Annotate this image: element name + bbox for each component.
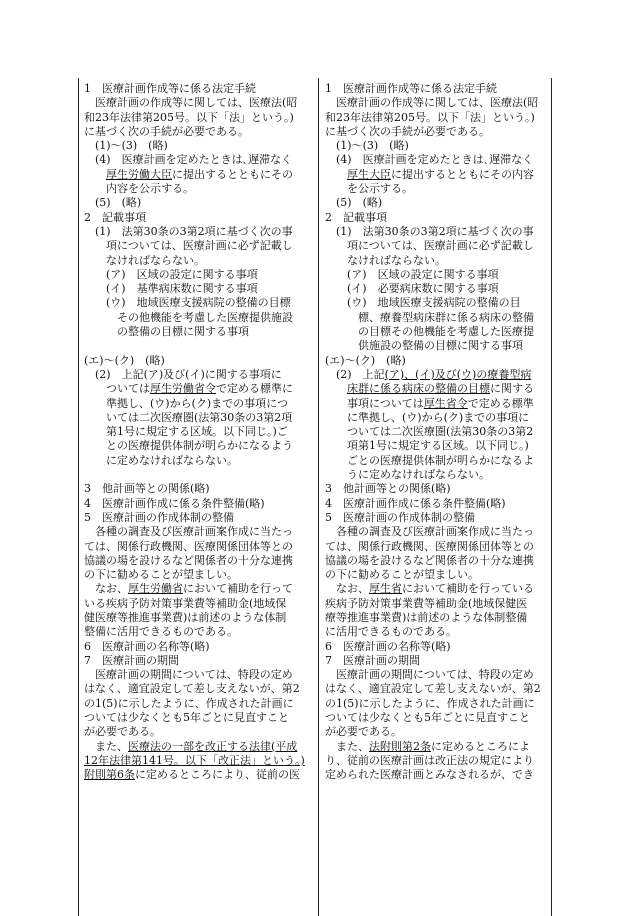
current-line	[325, 354, 551, 368]
current-line	[325, 182, 551, 196]
line-text: に活用できるものである。	[325, 625, 457, 639]
revised-line	[84, 425, 310, 439]
line-text: に提出するとともにその	[172, 167, 293, 181]
underlined-amendment-text: 厚生省	[369, 582, 402, 596]
revised-line	[84, 282, 310, 296]
current-line	[325, 611, 551, 625]
line-text: 医療計画の作成等に関しては、医療法(昭	[336, 96, 539, 110]
line-text: ついては	[106, 382, 150, 396]
current-line	[325, 239, 551, 253]
revised-line	[84, 411, 310, 425]
line-text: 医療計画の期間については、特段の定め	[95, 668, 293, 682]
line-text: いる疾病予防対策事業費等補助金(地域保	[84, 596, 287, 610]
revised-line	[84, 125, 310, 139]
line-text: の1(5)に示したように、作成された計画に	[325, 696, 535, 710]
line-text: また、	[95, 739, 128, 753]
line-text: を公示する。	[347, 182, 413, 196]
line-text: に準拠し、(ウ)から(ク)までの事項に	[347, 410, 530, 424]
revised-line	[84, 354, 310, 368]
current-line	[325, 497, 551, 511]
line-text: その他機能を考慮した医療提供施設	[117, 310, 293, 324]
line-text: 疾病予防対策事業費等補助金(地域保健医	[325, 596, 528, 610]
current-line	[325, 697, 551, 711]
line-text: に定めるところにより、従前の医	[135, 768, 300, 782]
line-text: いては二次医療圏(法第30条の3第2項	[106, 410, 293, 424]
underlined-amendment-text: (ア)、(イ)及び(ウ)の療養型病	[384, 367, 532, 381]
revised-line	[84, 754, 310, 768]
underlined-amendment-text: 厚生労働省	[128, 582, 183, 596]
line-text: (5) (略)	[336, 196, 383, 210]
line-text: 協議の場を設けるなど関係者の十分な連携	[84, 553, 293, 567]
line-text: との医療提供体制が明らかになるよう	[106, 439, 293, 453]
current-line	[325, 96, 551, 110]
line-text: 協議の場を設けるなど関係者の十分な連携	[325, 553, 534, 567]
line-text: 2 記載事項	[84, 210, 146, 224]
current-text-column	[325, 82, 551, 783]
underlined-amendment-text: 厚生省令	[423, 396, 468, 410]
current-line	[325, 668, 551, 682]
revised-line	[84, 640, 310, 654]
line-text: (イ) 必要病床数に関する事項	[347, 282, 499, 296]
line-text: はなく、適宜設定して差し支えないが、第2	[325, 682, 541, 696]
underlined-amendment-text: 床群に係る病床の整備の目標	[347, 382, 490, 396]
current-line	[325, 254, 551, 268]
line-text: で定める標準に	[216, 382, 293, 396]
current-line	[325, 82, 551, 96]
line-text: はなく、適宜設定して差し支えないが、第2	[84, 682, 300, 696]
line-text: 定められた医療計画とみなされるが、でき	[325, 768, 534, 782]
line-text: 5 医療計画の作成体制の整備	[325, 510, 475, 524]
underlined-amendment-text: 医療法の一部を改正する法律(平成	[128, 739, 298, 753]
current-line	[325, 368, 551, 382]
current-line	[325, 768, 551, 782]
revised-line	[84, 740, 310, 754]
line-text: 項については、医療計画に必ず記載し	[106, 239, 293, 253]
line-text: ごとの医療提供体制が明らかになるよ	[347, 453, 534, 467]
line-text: 2 記載事項	[325, 210, 387, 224]
revised-line	[84, 397, 310, 411]
table-center-divider	[318, 78, 319, 916]
line-text: (イ) 基準病床数に関する事項	[106, 282, 258, 296]
line-text: に定めるところによ	[431, 739, 530, 753]
revised-line	[84, 439, 310, 453]
revised-line	[84, 497, 310, 511]
current-line	[325, 554, 551, 568]
current-line	[325, 153, 551, 167]
current-line	[325, 311, 551, 325]
revised-line	[84, 268, 310, 282]
line-text: 標、療養型病床群に係る病床の整備	[358, 310, 534, 324]
current-line	[325, 139, 551, 153]
current-line	[325, 111, 551, 125]
underlined-amendment-text: 厚生労働省令	[150, 382, 216, 396]
current-line	[325, 397, 551, 411]
revised-line	[84, 339, 310, 353]
current-line	[325, 540, 551, 554]
current-line	[325, 168, 551, 182]
underlined-amendment-text: 附則第6条	[84, 768, 135, 782]
underlined-amendment-text: 厚生大臣	[347, 167, 391, 181]
line-text: 1 医療計画作成等に係る法定手続	[84, 82, 256, 95]
line-text: (1)～(3) (略)	[95, 139, 168, 153]
revised-line	[84, 668, 310, 682]
revised-line	[84, 554, 310, 568]
line-text: 4 医療計画作成に係る条件整備(略)	[84, 496, 265, 510]
revised-line	[84, 568, 310, 582]
line-text: の目標その他機能を考慮した医療提	[358, 325, 534, 339]
current-line	[325, 725, 551, 739]
revised-line	[84, 168, 310, 182]
line-text: に提出するとともにその内容	[391, 167, 534, 181]
line-text: (ウ) 地域医療支援病院の整備の目標	[106, 296, 291, 310]
line-text: 健医療等推進事業費)は前述のような体制	[84, 610, 287, 624]
revised-line	[84, 153, 310, 167]
current-line	[325, 339, 551, 353]
current-line	[325, 439, 551, 453]
line-text: 3 他計画等との関係(略)	[325, 482, 451, 496]
line-text: (エ)～(ク) (略)	[84, 353, 165, 367]
current-line	[325, 482, 551, 496]
revised-line	[84, 725, 310, 739]
line-text: 6 医療計画の名称等(略)	[325, 639, 451, 653]
line-text: なお、	[95, 582, 128, 596]
current-line	[325, 296, 551, 310]
current-line	[325, 568, 551, 582]
current-line	[325, 682, 551, 696]
line-text: の1(5)に示したように、作成された計画に	[84, 696, 294, 710]
revised-line	[84, 525, 310, 539]
revised-line	[84, 482, 310, 496]
line-text: (1) 法第30条の3第2項に基づく次の事	[336, 224, 534, 238]
line-text: 内容を公示する。	[106, 182, 194, 196]
line-text: 医療計画の作成等に関しては、医療法(昭	[95, 96, 298, 110]
revised-line	[84, 654, 310, 668]
line-text: り、従前の医療計画は改正法の規定により	[325, 753, 534, 767]
current-line	[325, 225, 551, 239]
line-text: の整備の目標に関する事項	[117, 325, 249, 339]
current-line	[325, 740, 551, 754]
revised-line	[84, 768, 310, 782]
revised-line	[84, 239, 310, 253]
revised-line	[84, 182, 310, 196]
revised-line	[84, 211, 310, 225]
current-line	[325, 640, 551, 654]
revised-line	[84, 711, 310, 725]
line-text: なければならない。	[106, 253, 205, 267]
revised-line	[84, 582, 310, 596]
current-line	[325, 754, 551, 768]
line-text: (5) (略)	[95, 196, 142, 210]
line-text: (エ)～(ク) (略)	[325, 353, 406, 367]
revised-line	[84, 682, 310, 696]
current-line	[325, 625, 551, 639]
revised-line	[84, 225, 310, 239]
revised-line	[84, 625, 310, 639]
line-text: ては、関係行政機関、医療関係団体等との	[325, 539, 534, 553]
line-text: また、	[336, 739, 369, 753]
line-text: の下に勧めることが望ましい。	[325, 568, 479, 582]
current-line	[325, 654, 551, 668]
revised-line	[84, 540, 310, 554]
current-line	[325, 382, 551, 396]
revised-line	[84, 111, 310, 125]
line-text: (1)～(3) (略)	[336, 139, 409, 153]
line-text: 項第1号に規定する区域。以下同じ。)	[347, 439, 529, 453]
current-line	[325, 325, 551, 339]
line-text: が必要である。	[84, 725, 161, 739]
current-line	[325, 454, 551, 468]
line-text: (4) 医療計画を定めたときは､遅滞なく	[95, 153, 293, 167]
line-text: (ア) 区域の設定に関する事項	[347, 267, 499, 281]
line-text: 準拠し、(ウ)から(ク)までの事項につ	[106, 396, 288, 410]
line-text: ついては少なくとも5年ごとに見直すこと	[325, 711, 530, 725]
line-text: (1) 法第30条の3第2項に基づく次の事	[95, 224, 293, 238]
line-text: 4 医療計画作成に係る条件整備(略)	[325, 496, 506, 510]
current-line	[325, 282, 551, 296]
line-text: に定めなければならない。	[106, 453, 238, 467]
revised-line	[84, 468, 310, 482]
revised-line	[84, 611, 310, 625]
line-text: 事項については	[347, 396, 424, 410]
table-left-border	[78, 78, 79, 916]
revised-line	[84, 511, 310, 525]
line-text: 各種の調査及び医療計画案作成に当たっ	[336, 525, 534, 539]
revised-text-column	[84, 82, 310, 783]
current-line	[325, 211, 551, 225]
line-text: において補助を行って	[183, 582, 293, 596]
line-text: ついては少なくとも5年ごとに見直すこと	[84, 711, 289, 725]
current-line	[325, 411, 551, 425]
line-text: なければならない。	[347, 253, 446, 267]
revised-line	[84, 296, 310, 310]
line-text: 1 医療計画作成等に係る法定手続	[325, 82, 497, 95]
revised-line	[84, 368, 310, 382]
current-line	[325, 125, 551, 139]
line-text: ついては二次医療圏(法第30条の3第2	[347, 425, 534, 439]
line-text: 7 医療計画の期間	[84, 653, 179, 667]
revised-line	[84, 382, 310, 396]
table-right-border	[551, 78, 552, 916]
line-text: に基づく次の手続が必要である。	[84, 124, 249, 138]
comparison-table	[78, 78, 551, 916]
line-text: (4) 医療計画を定めたときは､遅滞なく	[336, 153, 534, 167]
revised-line	[84, 139, 310, 153]
line-text: うに定めなければならない。	[347, 468, 490, 482]
line-text: で定める標準	[467, 396, 534, 410]
revised-line	[84, 254, 310, 268]
line-text: 7 医療計画の期間	[325, 653, 420, 667]
revised-line	[84, 454, 310, 468]
line-text: (ア) 区域の設定に関する事項	[106, 267, 258, 281]
underlined-amendment-text: 厚生労働大臣	[106, 167, 172, 181]
line-text: の下に勧めることが望ましい。	[84, 568, 238, 582]
current-line	[325, 582, 551, 596]
revised-line	[84, 96, 310, 110]
line-text: 療等推進事業費)は前述のような体制整備	[325, 610, 528, 624]
line-text: 供施設の整備の目標に関する事項	[358, 339, 523, 353]
current-line	[325, 711, 551, 725]
line-text: 和23年法律第205号。以下「法」という。)	[325, 110, 535, 124]
underlined-amendment-text: 12年法律第141号。以下「改正法」という。)	[84, 753, 305, 767]
line-text: (2) 上記(ア)及び(イ)に関する事項に	[95, 367, 282, 381]
underlined-amendment-text: 法附則第2条	[369, 739, 431, 753]
revised-line	[84, 597, 310, 611]
line-text: 整備に活用できるものである。	[84, 625, 238, 639]
line-text: 5 医療計画の作成体制の整備	[84, 510, 234, 524]
revised-line	[84, 697, 310, 711]
current-line	[325, 525, 551, 539]
line-text: に関する	[490, 382, 534, 396]
revised-line	[84, 196, 310, 210]
current-line	[325, 511, 551, 525]
revised-line	[84, 82, 310, 96]
current-line	[325, 425, 551, 439]
line-text: 項については、医療計画に必ず記載し	[347, 239, 534, 253]
revised-line	[84, 311, 310, 325]
line-text: 医療計画の期間については、特段の定め	[336, 668, 534, 682]
line-text: が必要である。	[325, 725, 402, 739]
line-text: なお、	[336, 582, 369, 596]
current-line	[325, 468, 551, 482]
line-text: (ウ) 地域医療支援病院の整備の目	[347, 296, 521, 310]
line-text: ては、関係行政機関、医療関係団体等との	[84, 539, 293, 553]
line-text: において補助を行っている	[402, 582, 534, 596]
current-line	[325, 597, 551, 611]
line-text: 3 他計画等との関係(略)	[84, 482, 210, 496]
line-text: 6 医療計画の名称等(略)	[84, 639, 210, 653]
line-text: 各種の調査及び医療計画案作成に当たっ	[95, 525, 293, 539]
line-text: 第1号に規定する区域。以下同じ。)ご	[106, 425, 288, 439]
current-line	[325, 196, 551, 210]
revised-line	[84, 325, 310, 339]
current-line	[325, 268, 551, 282]
line-text: (2) 上記	[336, 367, 385, 381]
line-text: に基づく次の手続が必要である。	[325, 124, 490, 138]
line-text: 和23年法律第205号。以下「法」という。)	[84, 110, 294, 124]
